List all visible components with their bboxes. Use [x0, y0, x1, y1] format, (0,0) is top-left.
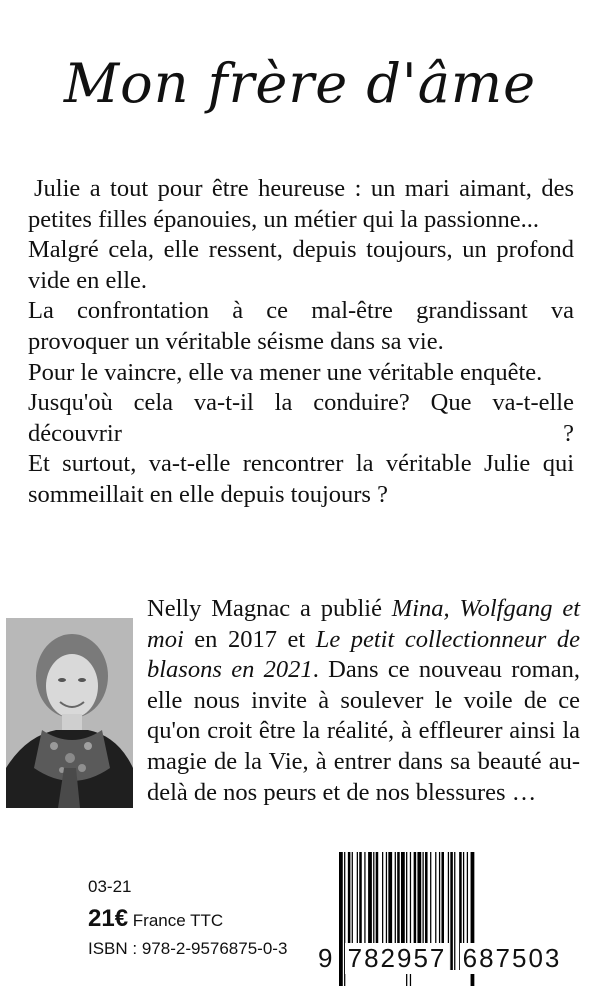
edition-code: 03-21: [88, 877, 132, 896]
isbn: ISBN : 978-2-9576875-0-3: [88, 939, 288, 958]
barcode-group-2: 687503: [460, 943, 564, 974]
synopsis-paragraph: Malgré cela, elle ressent, depuis toujours, un profond vide en elle.: [28, 236, 574, 294]
barcode-bar: [450, 852, 453, 970]
price-value: 21€: [88, 905, 129, 932]
bio-intro: Nelly Magnac a publié: [147, 595, 392, 622]
synopsis-paragraph: La confrontation à ce mal-être grandissant va provoquer un véritable séisme dans sa vie.: [28, 297, 574, 355]
synopsis-paragraph: Pour le vaincre, elle va mener une véritable enquête.: [28, 358, 543, 386]
synopsis: [28, 174, 574, 511]
synopsis-paragraph: Et surtout, va-t-elle rencontrer la véritable Julie qui sommeillait en elle depuis toujours ?: [28, 450, 574, 508]
bio-rest: . Dans ce nouveau roman, elle nous invite à soulever le voile de ce qu'on croit être la réalité, à effleurer ainsi la magie de la Vie, à entrer dans sa beauté au-delà de nos peurs et de nos blessures …: [147, 656, 580, 806]
author-bio: [147, 594, 580, 808]
book-title: Mon frère d'âme: [63, 52, 537, 115]
price-note: France TTC: [132, 911, 224, 930]
barcode-first-digit: 9: [318, 943, 335, 973]
synopsis-paragraph: Julie a tout pour être heureuse : un mari aimant, des petites filles épanouies, un métier qui la passionne...: [28, 175, 574, 233]
synopsis-paragraph: Jusqu'où cela va-t-il la conduire? Que va-t-elle découvrir ?: [28, 389, 574, 447]
barcode-group-1: 782957: [345, 943, 449, 974]
barcode-bar: [454, 852, 455, 970]
price: [88, 905, 223, 933]
bio-book-title-2: Le petit collectionneur de blasons en 2021: [147, 625, 580, 684]
barcode-bar: [339, 852, 343, 986]
author-photo: [6, 618, 133, 808]
bio-mid: en 2017 et: [183, 625, 316, 653]
author-portrait-image: [6, 618, 133, 808]
bio-book-title-1: Mina, Wolfgang et moi: [147, 595, 581, 653]
